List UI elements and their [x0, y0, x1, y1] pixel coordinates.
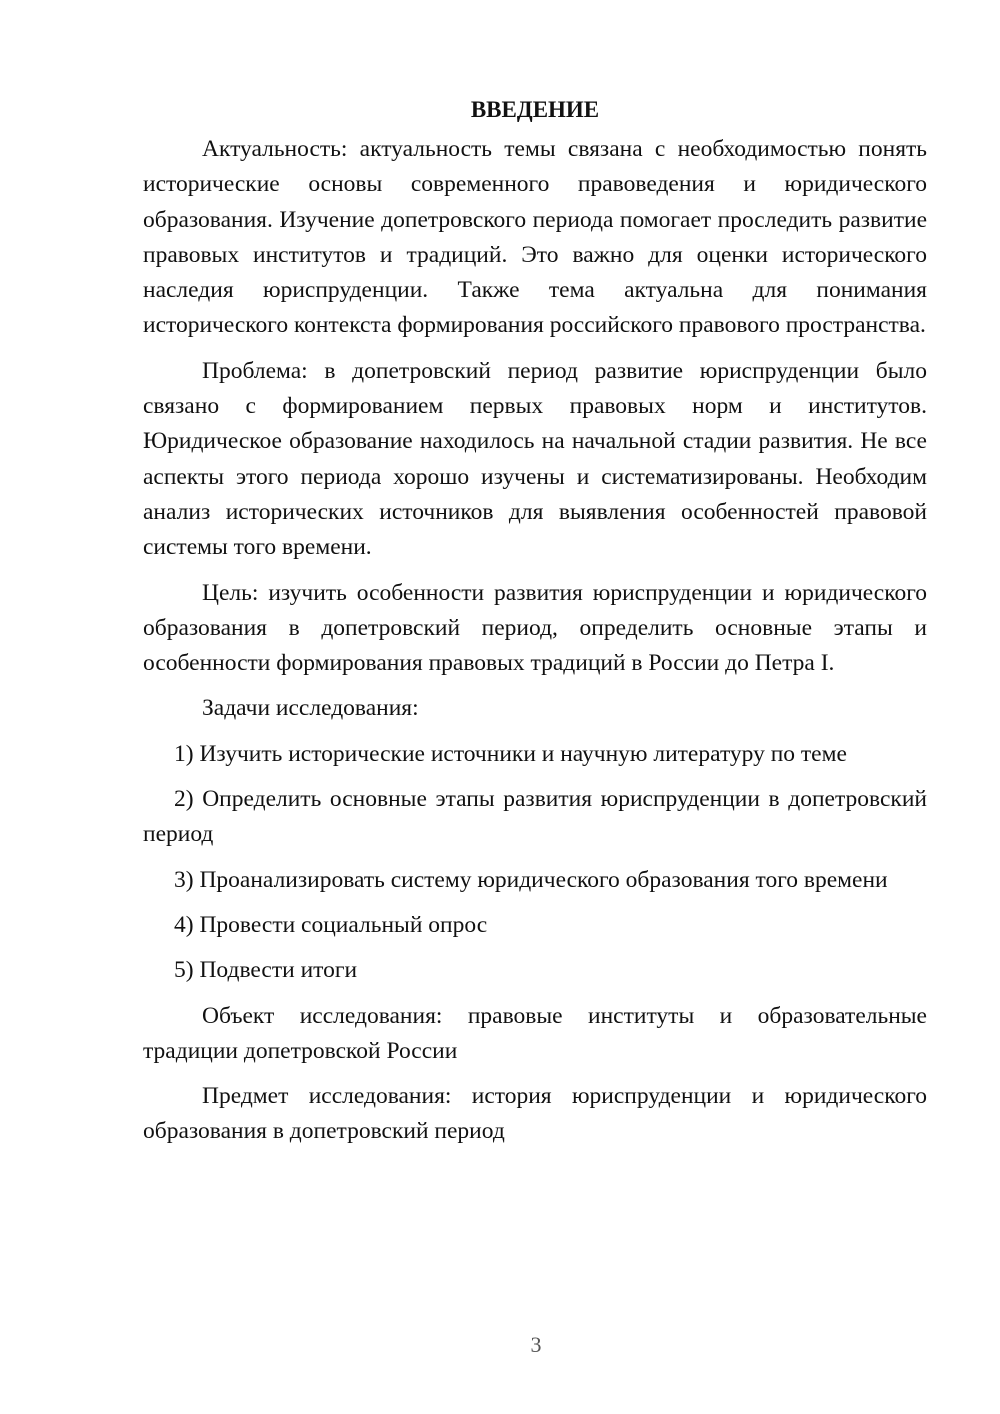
task-item-4: 4) Провести социальный опрос: [174, 911, 488, 938]
relevance-paragraph: Актуальность: актуальность темы связана с необходимостью понять исторические основы современного правоведения и юридического образования. Изучение допетровского периода помогает проследить развитие правовых институтов и традиций. Это важно для оценки исторического наследия юриспруденции. Также тема актуальна для понимания исторического контекста формирования российского правового пространства.: [143, 136, 927, 339]
problem-paragraph: Проблема: в допетровский период развитие юриспруденции было связано с формированием первых правовых норм и институтов. Юридическое образование находилось на начальной стадии развития. Не все аспекты этого периода хорошо изучены и систематизированы. Необходим анализ исторических источников для выявления особенностей правовой системы того времени.: [143, 357, 927, 561]
page-number: 3: [530, 1332, 542, 1357]
object-paragraph: Объект исследования: правовые институты и образовательные традиции допетровской России: [143, 1002, 927, 1064]
goal-paragraph: Цель: изучить особенности развития юриспруденции и юридического образования в допетровский период, определить основные этапы и особенности формирования правовых традиций в России до Петра I.: [143, 579, 927, 677]
tasks-title: Задачи исследования:: [202, 695, 419, 722]
task-item-2: 2) Определить основные этапы развития юриспруденции в допетровский период: [143, 786, 927, 848]
page-content: [143, 92, 927, 1150]
subject-paragraph: Предмет исследования: история юриспруденции и юридического образования в допетровский период: [143, 1083, 927, 1145]
task-item-3: 3) Проанализировать систему юридического образования того времени: [174, 866, 888, 893]
task-item-5: 5) Подвести итоги: [174, 957, 358, 984]
section-heading: ВВЕДЕНИЕ: [470, 97, 600, 122]
task-item-1: 1) Изучить исторические источники и научную литературу по теме: [174, 740, 847, 767]
